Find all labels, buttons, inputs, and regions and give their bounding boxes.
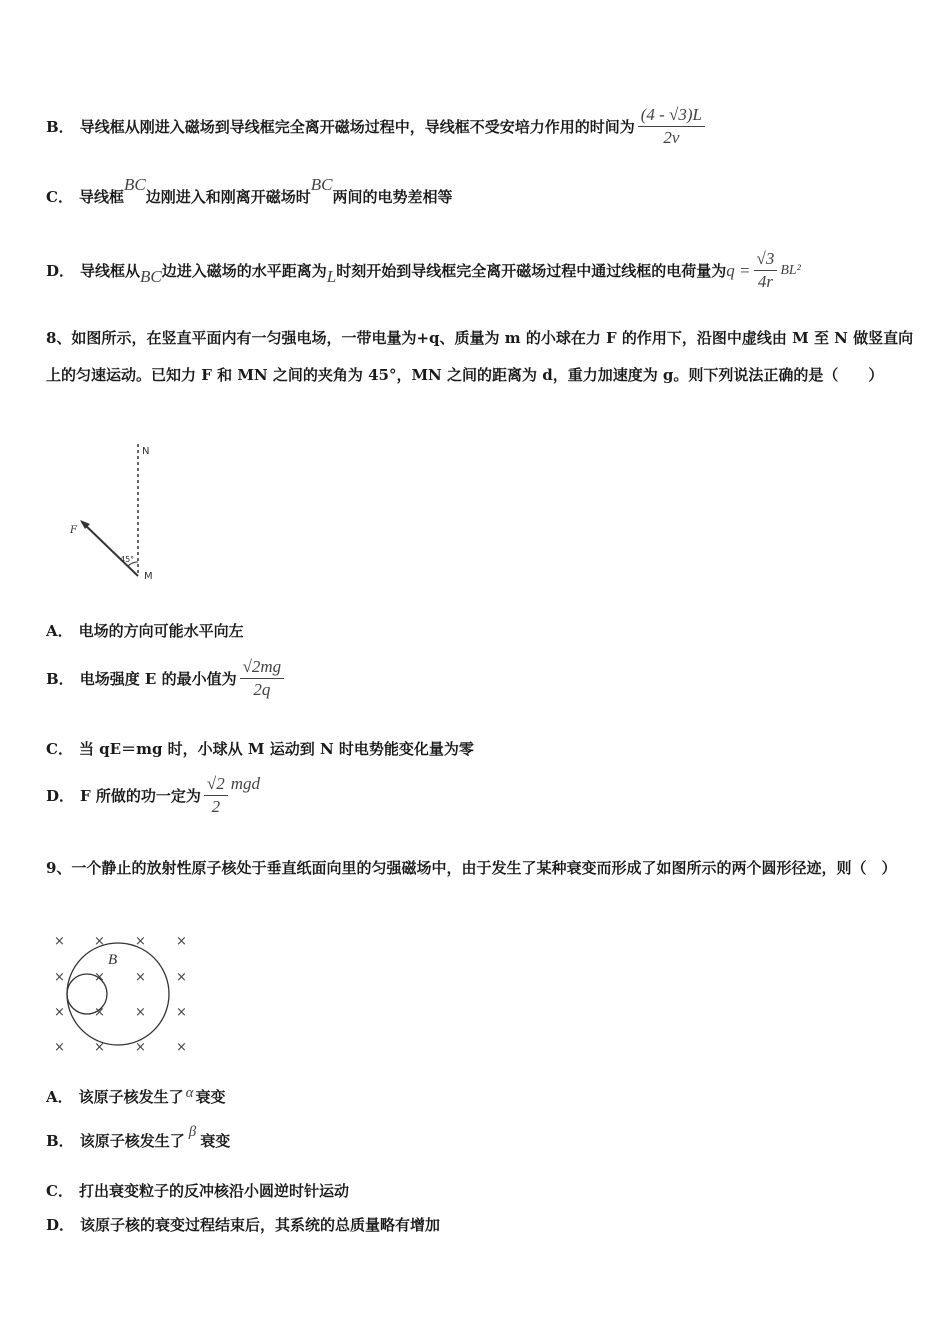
small-track-circle [67,974,107,1014]
fraction-denominator: 2q [253,680,271,699]
cross-marks [54,934,187,1055]
option-text: 时刻开始到导线框完全离开磁场过程中通过线框的电荷量为 [336,262,727,280]
svg-text:×: × [54,1040,65,1055]
force-f-line [82,522,138,576]
q9-option-c[interactable] [46,1180,349,1201]
option-label: C． [46,1182,73,1200]
option-text: 该原子核的衰变过程结束后，其系统的总质量略有增加 [80,1216,441,1234]
svg-text:×: × [135,970,146,985]
svg-text:×: × [54,1005,65,1020]
math-q: q = [726,260,751,280]
q7-option-c[interactable] [46,174,453,207]
option-label: C． [46,740,73,758]
option-text: 边进入磁场的水平距离为 [161,262,327,280]
svg-text:×: × [176,970,187,985]
svg-text:×: × [176,934,187,949]
svg-text:×: × [135,1005,146,1020]
option-text: 该原子核发生了 [79,1132,185,1150]
option-text: 电场强度 E 的最小值为 [79,670,237,688]
math-bc: BC [140,266,162,286]
option-label: A． [46,1088,73,1106]
option-text: 导线框从刚进入磁场到导线框完全离开磁场过程中，导线框不受安培力作用的时间为 [79,118,635,136]
math-mgd: mgd [230,773,261,793]
fraction-numerator: (4 - √3)L [638,104,705,127]
math-bl2: BL² [780,262,801,278]
q8-option-d[interactable] [46,773,260,818]
svg-text:×: × [94,970,105,985]
q8-option-b[interactable] [46,656,287,701]
label-b: B [108,952,118,968]
charge-fraction [754,248,778,293]
option-text: 衰变 [200,1132,231,1150]
option-label: B． [46,1132,74,1150]
fraction-numerator: √3 [754,248,778,271]
large-track-circle [67,943,169,1045]
work-fraction [204,773,228,818]
svg-text:×: × [54,970,65,985]
svg-text:×: × [94,934,105,949]
math-alpha: α [185,1085,194,1101]
q8-force-diagram [60,440,180,590]
option-text: F 所做的功一定为 [80,787,201,805]
option-text: 电场的方向可能水平向左 [78,622,244,640]
label-n: N [142,446,150,457]
option-text: 当 qE＝mg 时，小球从 M 运动到 N 时电势能变化量为零 [78,740,474,758]
label-f: F [70,525,77,536]
option-text: 打出衰变粒子的反冲核沿小圆逆时针运动 [78,1182,349,1200]
math-bc: BC [310,174,333,194]
q8-option-a[interactable] [46,620,244,641]
svg-text:×: × [135,934,146,949]
option-label: B． [46,118,74,136]
field-fraction [240,656,285,701]
option-label: D． [46,1216,75,1234]
q8-option-c[interactable] [46,738,474,759]
math-l: L [326,266,337,286]
fraction-denominator: 2v [663,128,680,147]
math-bc: BC [123,174,146,194]
math-beta: β [188,1124,197,1140]
fraction-numerator: √2mg [240,656,285,679]
fraction-denominator: 2 [211,797,221,816]
svg-text:×: × [135,1040,146,1055]
fraction-numerator: √2 [204,773,228,796]
option-text: 衰变 [195,1088,226,1106]
option-text: 该原子核发生了 [78,1088,184,1106]
q9-option-d[interactable] [46,1214,440,1235]
q9-stem: 9、一个静止的放射性原子核处于垂直纸面向里的匀强磁场中，由于发生了某种衰变而形成了如图所示的两个圆形径迹，则（ ） [46,859,897,877]
q9-option-b[interactable] [46,1124,231,1151]
option-label: D． [46,787,75,805]
q7-option-d[interactable] [46,248,801,293]
option-label: D． [46,262,75,280]
q9-option-a[interactable] [46,1086,226,1107]
q9-magnetic-field-diagram [48,930,198,1055]
option-text: 导线框从 [80,262,141,280]
option-text: 边刚进入和刚离开磁场时 [145,188,311,206]
time-fraction [638,104,705,149]
svg-text:×: × [176,1040,187,1055]
svg-text:×: × [176,1005,187,1020]
q8-stem: 8、如图所示，在竖直平面内有一匀强电场，一带电量为+q、质量为 m 的小球在力 F 的作用下，沿图中虚线由 M 至 N 做竖直向上的匀速运动。已知力 F 和 MN 之间的夹角为 45°，MN 之间的距离为 d，重力加速度为 g。则下列说法正确的是（ ） [46,329,914,384]
svg-text:×: × [54,934,65,949]
option-label: C． [46,188,73,206]
svg-text:×: × [94,1005,105,1020]
option-text: 导线框 [78,188,124,206]
option-label: A． [46,622,73,640]
svg-text:×: × [94,1040,105,1055]
option-label: B． [46,670,74,688]
label-m: M [144,571,153,582]
fraction-denominator: 4r [757,272,773,291]
q7-option-b[interactable] [46,104,708,149]
option-text: 两间的电势差相等 [332,188,453,206]
label-angle: 45° [120,555,135,564]
